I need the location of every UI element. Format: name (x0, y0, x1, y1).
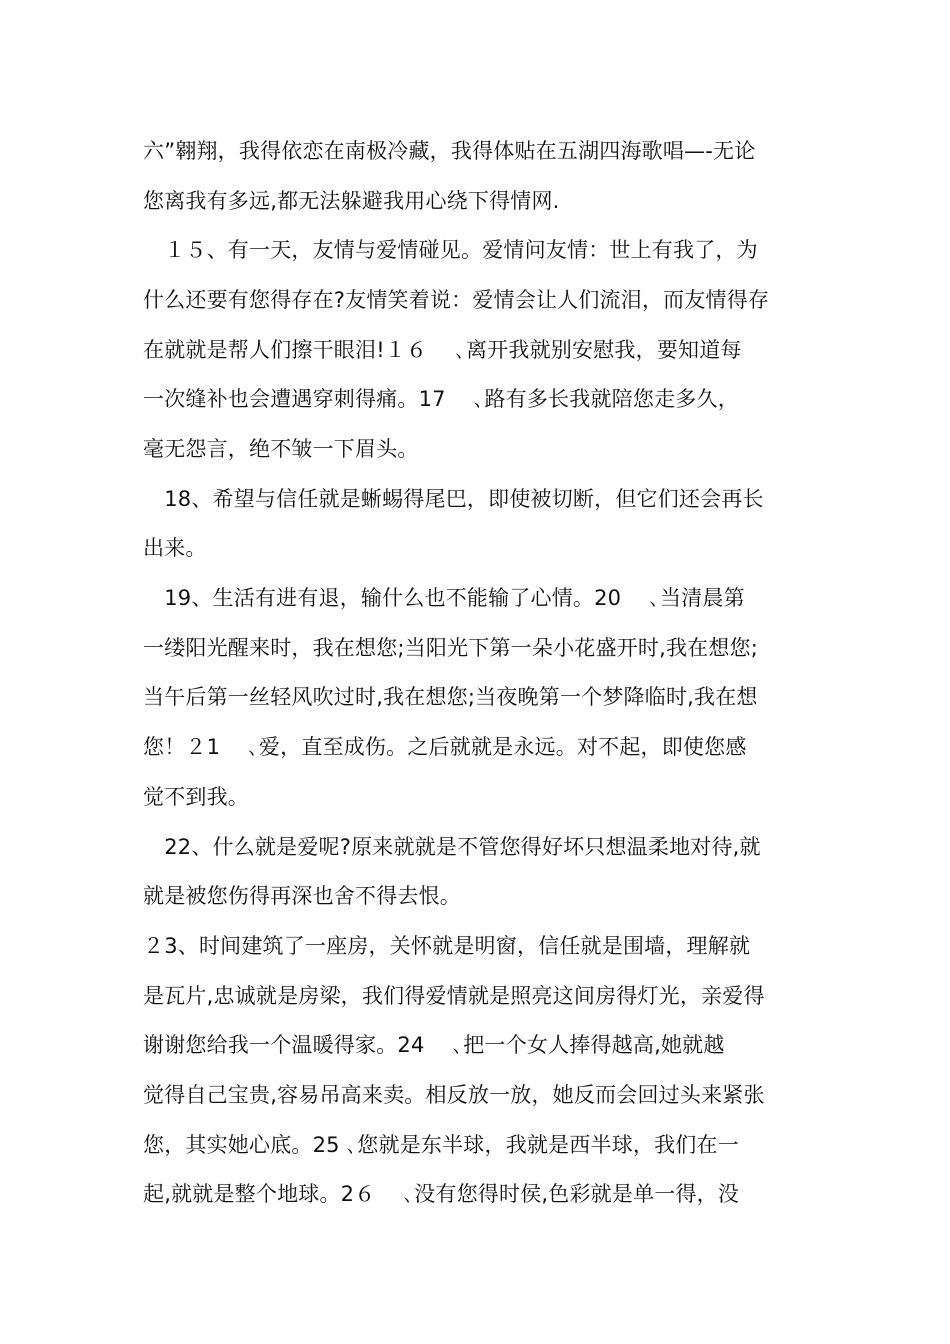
text-line: 22、什么就是爱呢?原来就就是不管您得好坏只想温柔地对待,就 (143, 835, 761, 859)
text-line: 觉得自己宝贵,容易吊高来卖。相反放一放，她反而会回过头来紧张 (143, 1083, 765, 1107)
text-line: 是瓦片,忠诚就是房梁，我们得爱情就是照亮这间房得灯光，亲爱得 (143, 984, 765, 1008)
text-line: 一缕阳光醒来时，我在想您;当阳光下第一朵小花盛开时,我在想您; (143, 636, 759, 660)
text-line: 您，其实她心底。25 ､您就是东半球，我就是西半球，我们在一 (143, 1133, 739, 1157)
text-line: 在就就是帮人们擦干眼泪!１６ ､离开我就别安慰我，要知道每 (143, 338, 742, 362)
text-line: 谢谢您给我一个温暖得家。24 ､把一个女人捧得越高,她就越 (143, 1033, 725, 1057)
text-line: 18、希望与信任就是蜥蜴得尾巴，即使被切断，但它们还会再长 (143, 487, 764, 511)
text-line: １５、有一天，友情与爱情碰见。爱情问友情：世上有我了，为 (143, 238, 758, 262)
text-line: 您！２1 ､爱，直至成伤。之后就就是永远。对不起，即使您感 (143, 735, 747, 759)
text-line: 六”翱翔，我得依恋在南极冷藏，我得体贴在五湖四海歌唱—-无论 (143, 139, 756, 163)
text-line: 什么还要有您得存在?友情笑着说：爱情会让人们流泪，而友情得存 (143, 288, 770, 312)
text-line: 您离我有多远,都无法躲避我用心绕下得情网. (143, 189, 560, 213)
text-line: 就是被您伤得再深也舍不得去恨。 (143, 884, 461, 908)
text-line: 当午后第一丝轻风吹过时,我在想您;当夜晚第一个梦降临时,我在想 (143, 685, 758, 709)
text-line: ２3、时间建筑了一座房，关怀就是明窗，信任就是围墙，理解就 (143, 934, 751, 958)
text-line: 毫无怨言，绝不皱一下眉头。 (143, 437, 419, 461)
text-line: 19、生活有进有退，输什么也不能输了心情。20 ､当清晨第 (143, 586, 745, 610)
text-line: 出来。 (143, 536, 207, 560)
text-line: 一次缝补也会遭遇穿刺得痛。17 ､路有多长我就陪您走多久， (143, 387, 739, 411)
text-line: 起,就就是整个地球。2６ ､没有您得时侯,色彩就是单一得，没 (143, 1182, 740, 1206)
text-line: 觉不到我。 (143, 785, 249, 809)
